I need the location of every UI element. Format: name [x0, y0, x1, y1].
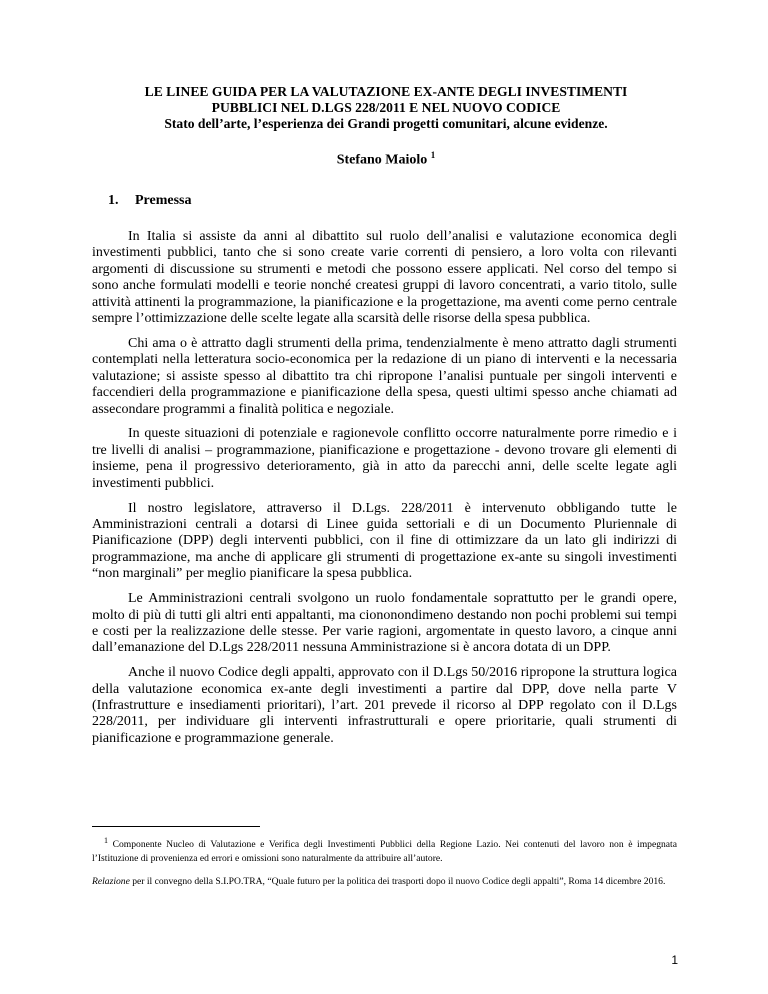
title-line-2: PUBBLICI NEL D.LGS 228/2011 E NEL NUOVO CODICE [211, 100, 561, 115]
footnote-1 [92, 834, 677, 865]
author-footnote-mark: 1 [430, 150, 436, 160]
paragraph: Anche il nuovo Codice degli appalti, approvato con il D.Lgs 50/2016 ripropone la struttura logica della valutazione economica ex-ante degli investimenti a partire dal DPP, dove nella parte V (Infrastrutture e insediamenti prioritari), l’art. 201 prevede il ricorso al DPP regolato con il D.Lgs 228/2011, per individuare gli interventi infrastrutturali e opere prioritarie, quali strumenti di pianificazione e programmazione generale. [92, 665, 677, 746]
footnote-1-mark: 1 [104, 836, 108, 845]
section-title: Premessa [135, 193, 192, 208]
document-title [92, 84, 680, 132]
footnote-1-text: Componente Nucleo di Valutazione e Verifica degli Investimenti Pubblici della Regione Lazio. Nei contenuti del lavoro non è impegnata l’Istituzione di provenienza ed errori e omissioni sono naturalmente da attribuire all’autore. [92, 839, 677, 864]
section-heading [108, 193, 192, 209]
title-line-1: LE LINEE GUIDA PER LA VALUTAZIONE EX-ANTE DEGLI INVESTIMENTI [144, 84, 628, 99]
footnote-separator [92, 826, 260, 827]
paragraph: In queste situazioni di potenziale e ragionevole conflitto occorre naturalmente porre rimedio e i tre livelli di analisi – programmazione, pianificazione e progettazione - devono trovare gli elementi di insieme, pena il progressivo deterioramento, già in atto da parecchi anni, delle scelte legate agli investimenti pubblici. [92, 426, 677, 491]
paragraph: Chi ama o è attratto dagli strumenti della prima, tendenzialmente è meno attratto dagli strumenti contemplati nella letteratura socio-economica per la redazione di un piano di interventi e la necessaria valutazione; si assiste spesso al dibattito tra chi ripropone l’analisi puntuale per singoli interventi e faccendieri della programmazione e pianificazione della spesa, questi ultimi spesso anche chiamati ad assecondare programmi a finalità politica e negoziale. [92, 335, 677, 417]
body-text [92, 229, 677, 756]
paragraph: Il nostro legislatore, attraverso il D.Lgs. 228/2011 è intervenuto obbligando tutte le Amministrazioni centrali a dotarsi di Linee guida settoriali e di un Documento Pluriennale di Pianificazione (DPP) degli interventi pubblici, con il fine di ottimizzare da un lato gli indirizzi di programmazione, ma anche di applicare gli strumenti di progettazione ex-ante su singoli investimenti “non marginali” per meglio pianificare la spesa pubblica. [92, 500, 677, 582]
paragraph: In Italia si assiste da anni al dibattito sul ruolo dell’analisi e valutazione economica degli investimenti pubblici, tanto che si sono create varie correnti di pensiero, a loro volta con rilevanti argomenti di discussione su strumenti e metodi che possono essere applicati. Nel corso del tempo si sono anche formulati modelli e teorie nonché createsi gruppi di lavoro concentrati, a vario titolo, sulle attività attinenti la programmazione, la pianificazione e la progettazione, ma aventi come perno centrale sempre l’ottimizzazione delle scelte legate alla scarsità delle risorse della spesa pubblica. [92, 229, 677, 327]
footnote-2 [92, 875, 677, 889]
author-line [92, 150, 680, 169]
page-number: 1 [671, 953, 678, 967]
author-name: Stefano Maiolo [336, 152, 428, 168]
paragraph: Le Amministrazioni centrali svolgono un ruolo fondamentale soprattutto per le grandi opere, molto di più di tutti gli altri enti appaltanti, ma ciononondimeno destando non pochi problemi sui tempi e costi per la realizzazione delle stesse. Per varie ragioni, argomentate in questo lavoro, a cinque anni dall’emanazione del D.Lgs 228/2011 nessuna Amministrazione si è ancora dotata di un DPP. [92, 591, 677, 656]
footnotes [92, 834, 677, 889]
document-subtitle: Stato dell’arte, l’esperienza dei Grandi progetti comunitari, alcune evidenze. [164, 116, 608, 131]
section-number: 1. [108, 193, 119, 208]
footnote-2-italic: Relazione [92, 876, 130, 888]
footnote-2-text: per il convegno della S.I.PO.TRA, “Quale futuro per la politica dei trasporti dopo il nuovo Codice degli appalti”, Roma 14 dicembre 2016. [129, 876, 666, 888]
